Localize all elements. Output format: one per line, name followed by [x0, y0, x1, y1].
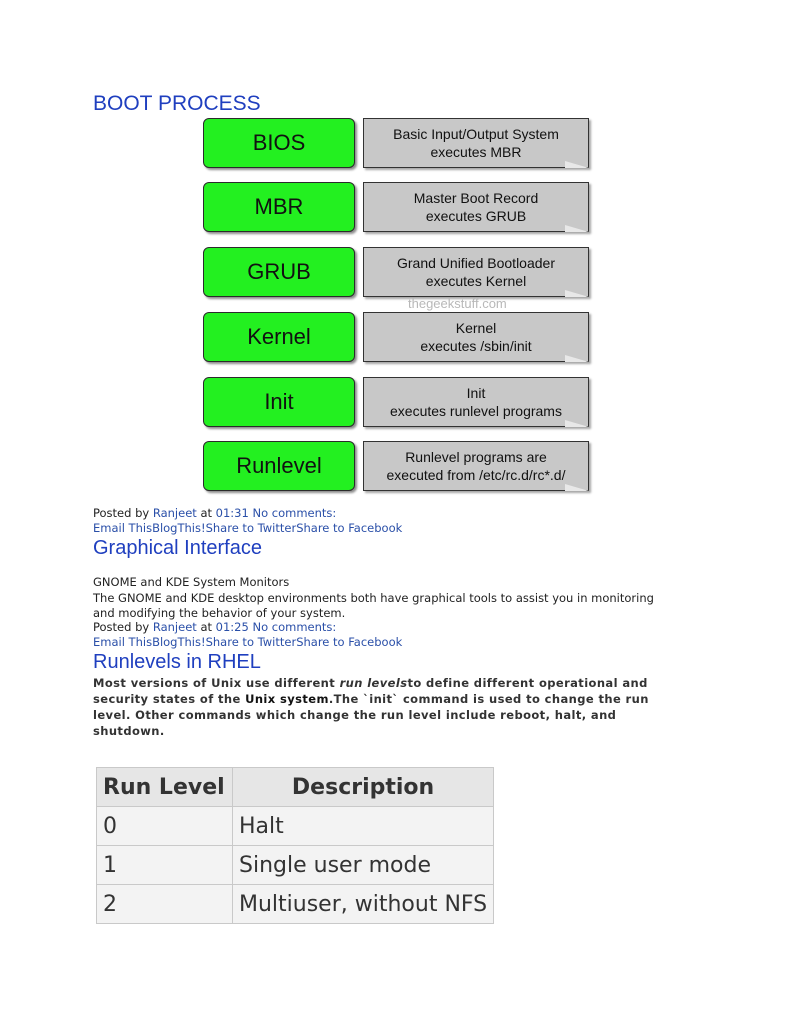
step-description — [363, 182, 589, 232]
email-this-link[interactable]: Email This — [93, 635, 153, 649]
paragraph-line: shutdown. — [93, 724, 165, 738]
post-time-link[interactable]: 01:25 — [215, 620, 249, 634]
diagram-step-mbr — [200, 181, 592, 235]
step-description — [363, 377, 589, 427]
step-description — [363, 247, 589, 297]
column-header-description: Description — [233, 768, 494, 807]
table-row — [97, 807, 494, 846]
step-name: GRUB — [203, 247, 355, 297]
column-header-run-level: Run Level — [97, 768, 233, 807]
share-facebook-link[interactable]: Share to Facebook — [296, 635, 403, 649]
diagram-step-kernel — [200, 311, 592, 365]
step-description — [363, 312, 589, 362]
step-name: BIOS — [203, 118, 355, 168]
step-desc-line2: executes runlevel programs — [390, 403, 562, 419]
comments-link[interactable]: No comments: — [252, 620, 337, 634]
graphical-interface-heading: Graphical Interface — [93, 537, 262, 559]
share-twitter-link[interactable]: Share to Twitter — [205, 521, 297, 535]
step-name: Runlevel — [203, 441, 355, 491]
diagram-step-bios — [200, 117, 592, 171]
step-desc-line2: executes MBR — [430, 144, 522, 160]
table-cell-run-level: 1 — [97, 846, 233, 885]
author-link[interactable]: Ranjeet — [152, 620, 197, 634]
page-fold-icon — [565, 161, 589, 168]
text-run: Most versions of Unix use different — [93, 676, 340, 690]
table-row — [97, 885, 494, 924]
step-desc-line1: Master Boot Record — [413, 190, 539, 206]
paragraph-line: level. Other commands which change the run level include reboot, halt, and — [93, 708, 617, 722]
page-fold-icon — [565, 225, 589, 232]
table-row — [97, 846, 494, 885]
step-desc-line1: Init — [466, 385, 486, 401]
author-link[interactable]: Ranjeet — [152, 506, 197, 520]
text-run: to define different operational and — [407, 676, 648, 690]
watermark: thegeekstuff.com — [408, 296, 507, 311]
post-time-link[interactable]: 01:31 — [215, 506, 249, 520]
paragraph-line — [93, 691, 693, 707]
step-desc-line1: Kernel — [455, 320, 497, 336]
share-links — [93, 635, 402, 650]
runlevel-table — [96, 767, 494, 924]
post-meta — [93, 620, 336, 635]
table-cell-description: Multiuser, without NFS — [233, 885, 494, 924]
runlevels-heading: Runlevels in RHEL — [93, 651, 261, 673]
page-fold-icon — [565, 355, 589, 362]
step-description — [363, 118, 589, 168]
step-desc-line2: executes Kernel — [425, 273, 527, 289]
share-links — [93, 521, 402, 536]
body-line: The GNOME and KDE desktop environments both have graphical tools to assist you in monitoring — [93, 590, 654, 605]
text-run-italic: run levels — [339, 676, 408, 690]
body-line: GNOME and KDE System Monitors — [93, 575, 290, 589]
graphical-interface-body — [93, 575, 693, 622]
blogthis-link[interactable]: BlogThis! — [152, 635, 206, 649]
share-facebook-link[interactable]: Share to Facebook — [296, 521, 403, 535]
page-fold-icon — [565, 484, 589, 491]
comments-link[interactable]: No comments: — [252, 506, 337, 520]
step-desc-line1: Grand Unified Bootloader — [397, 255, 555, 271]
step-name: MBR — [203, 182, 355, 232]
step-desc-line2: executes /sbin/init — [420, 338, 532, 354]
paragraph-line — [93, 675, 693, 691]
step-name: Init — [203, 377, 355, 427]
diagram-step-init — [200, 376, 592, 430]
text-run: security states of the — [93, 692, 246, 706]
diagram-step-grub — [200, 246, 592, 300]
at-label: at — [200, 620, 213, 634]
blogthis-link[interactable]: BlogThis! — [152, 521, 206, 535]
at-label: at — [200, 506, 213, 520]
table-cell-run-level: 2 — [97, 885, 233, 924]
post-meta — [93, 506, 336, 521]
step-description — [363, 441, 589, 491]
runlevels-paragraph — [93, 675, 693, 739]
posted-by-label: Posted by — [93, 506, 150, 520]
step-desc-line1: Runlevel programs are — [405, 449, 547, 465]
text-run: .The `init` command is used to change the run — [328, 692, 649, 706]
body-line: and modifying the behavior of your system. — [93, 606, 346, 620]
boot-process-heading: BOOT PROCESS — [93, 92, 261, 115]
table-cell-description: Halt — [233, 807, 494, 846]
boot-process-diagram — [200, 117, 592, 495]
step-desc-line2: executed from /etc/rc.d/rc*.d/ — [386, 467, 566, 483]
table-header-row — [97, 768, 494, 807]
step-desc-line2: executes GRUB — [425, 208, 527, 224]
posted-by-label: Posted by — [93, 620, 150, 634]
page-fold-icon — [565, 420, 589, 427]
step-name: Kernel — [203, 312, 355, 362]
share-twitter-link[interactable]: Share to Twitter — [205, 635, 297, 649]
diagram-step-runlevel — [200, 440, 592, 494]
email-this-link[interactable]: Email This — [93, 521, 153, 535]
page-fold-icon — [565, 290, 589, 297]
step-desc-line1: Basic Input/Output System — [393, 126, 559, 142]
text-run-strong: Unix system — [245, 692, 329, 706]
table-cell-run-level: 0 — [97, 807, 233, 846]
table-cell-description: Single user mode — [233, 846, 494, 885]
